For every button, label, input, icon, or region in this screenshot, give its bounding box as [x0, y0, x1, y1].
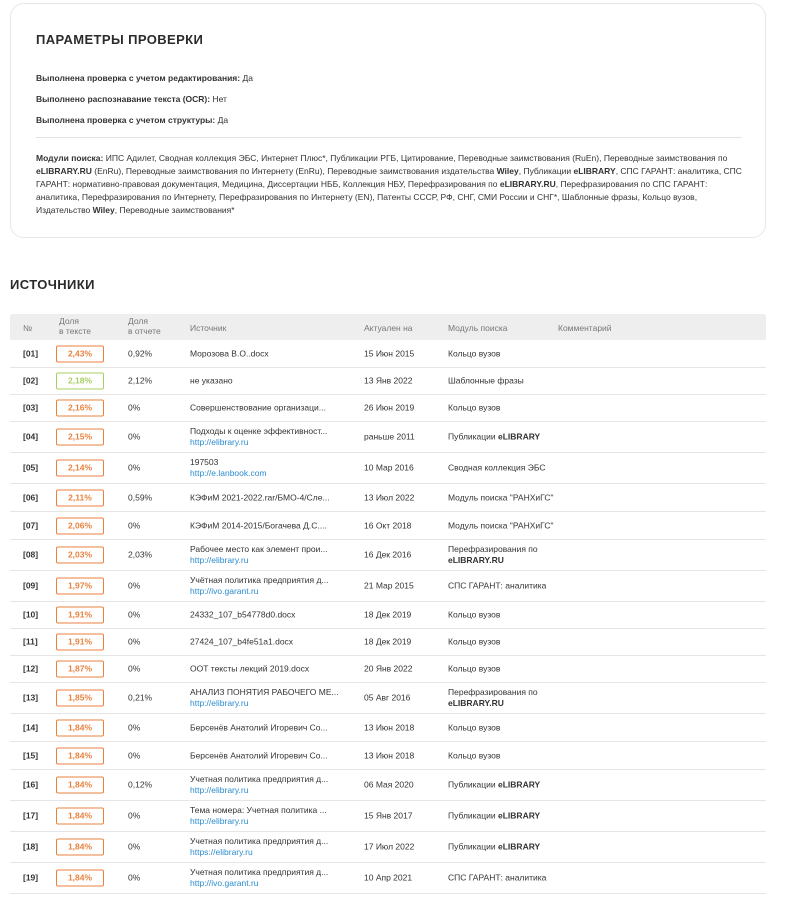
source-index: [05] — [23, 462, 39, 473]
share-badge: 2,43% — [56, 345, 104, 362]
source-index: [18] — [23, 841, 39, 852]
share-in-report: 0% — [128, 431, 141, 442]
source-index: [01] — [23, 348, 39, 358]
header-share-text-line2: в тексте — [59, 326, 91, 336]
source-title[interactable]: КЭФиМ 2014-2015/Богачева Д.С.... — [190, 520, 327, 530]
param-editing — [36, 73, 253, 83]
sources-table — [10, 314, 766, 894]
source-cell — [190, 457, 360, 479]
search-module — [448, 376, 563, 387]
search-module-text: Перефразирования по — [448, 687, 538, 697]
source-url-link[interactable]: http://ivo.garant.ru — [190, 586, 259, 596]
source-cell — [190, 426, 360, 448]
search-module-bold: eLIBRARY — [498, 841, 541, 852]
source-title[interactable]: ООТ тексты лекций 2019.docx — [190, 663, 310, 674]
modules-text-part: , Перефразирования по СПС ГАРАНТ: аналитика, Перефразирования по Интернету, Перефразирования по Интернету (EN), Патенты СССР, РФ, СНГ, СМИ России и СНГ*, Шаблонные фразы, Кольцо вузов, Издательство — [36, 179, 708, 215]
source-title[interactable]: Подходы к оценке эффективност... — [190, 426, 328, 436]
share-in-report: 2,12% — [128, 375, 153, 386]
source-cell — [190, 376, 360, 387]
share-in-report: 0,59% — [128, 492, 153, 502]
modules-text-part: , СПС ГАРАНТ: аналитика, СПС ГАРАНТ: нормативно-правовая документация, Медицина, Диссертации НББ, Коллекция НБУ, Перефразирования по — [36, 166, 742, 189]
source-index: [13] — [23, 692, 39, 703]
source-cell — [190, 664, 360, 675]
share-in-report: 0% — [128, 402, 141, 413]
search-module-text: Публикации — [448, 779, 499, 790]
actual-date: 26 Июн 2019 — [364, 402, 415, 413]
header-share-text-line1: Доля — [59, 316, 79, 326]
search-module-text: Кольцо вузов — [448, 663, 501, 674]
share-badge: 1,84% — [56, 870, 104, 887]
actual-date: 13 Июн 2018 — [364, 722, 415, 732]
share-badge: 1,84% — [56, 839, 104, 856]
source-cell — [190, 403, 360, 414]
source-index: [10] — [23, 609, 39, 620]
source-cell — [190, 774, 360, 796]
actual-date: 06 Мая 2020 — [364, 779, 414, 790]
actual-date: 18 Дек 2019 — [364, 636, 412, 647]
header-module: Модуль поиска — [448, 323, 508, 333]
share-in-report: 0% — [128, 636, 141, 647]
share-badge: 1,91% — [56, 634, 104, 651]
table-row[interactable] — [10, 656, 766, 683]
modules-text-part: (EnRu), Переводные заимствования по Интернету (EnRu), Переводные заимствования издательства — [91, 166, 497, 176]
share-in-text — [56, 429, 104, 446]
share-in-report: 0% — [128, 520, 141, 530]
source-cell — [190, 637, 360, 648]
search-modules — [36, 152, 748, 217]
share-in-report: 0% — [128, 609, 141, 620]
share-in-text — [56, 517, 104, 534]
source-index: [09] — [23, 580, 39, 591]
table-row[interactable] — [10, 801, 766, 832]
param-ocr-value: Нет — [212, 94, 227, 104]
share-in-text — [56, 373, 104, 390]
table-body — [10, 340, 766, 894]
share-in-text — [56, 808, 104, 825]
actual-date: 10 Апр 2021 — [364, 872, 413, 883]
share-badge: 2,11% — [56, 489, 104, 506]
search-module-bold: eLIBRARY — [498, 810, 541, 821]
share-badge: 1,85% — [56, 690, 104, 707]
source-url-link[interactable]: http://e.lanbook.com — [190, 468, 267, 478]
table-row[interactable] — [10, 453, 766, 484]
source-index: [15] — [23, 750, 39, 760]
search-module-text: Модуль поиска "РАНХиГС" — [448, 520, 554, 530]
share-in-text — [56, 489, 104, 506]
actual-date: 16 Дек 2016 — [364, 549, 412, 560]
search-module — [448, 581, 563, 592]
search-module — [448, 348, 563, 359]
header-share-text — [59, 316, 91, 336]
search-module-text: Сводная коллекция ЭБС — [448, 462, 546, 473]
table-row[interactable] — [10, 571, 766, 602]
share-badge: 2,18% — [56, 373, 104, 390]
header-date: Актуален на — [364, 323, 413, 333]
search-module — [448, 873, 563, 884]
share-in-text — [56, 719, 104, 736]
modules-text-part: ИПС Адилет, Сводная коллекция ЭБС, Интернет Плюс*, Публикации РГБ, Цитирование, Переводные заимствования (RuEn), Переводные заимствования по — [103, 153, 728, 163]
params-divider — [36, 137, 742, 138]
share-in-text — [56, 690, 104, 707]
search-module-text: СПС ГАРАНТ: аналитика — [448, 580, 547, 591]
header-share-report-line2: в отчете — [128, 326, 161, 336]
modules-text-part: , Публикации — [518, 166, 574, 176]
share-badge: 1,84% — [56, 808, 104, 825]
source-title[interactable]: 24332_107_b54778d0.docx — [190, 609, 296, 620]
share-in-text — [56, 777, 104, 794]
source-index: [17] — [23, 810, 39, 821]
table-row[interactable] — [10, 484, 766, 512]
actual-date: 17 Июл 2022 — [364, 841, 415, 852]
actual-date: 05 Авг 2016 — [364, 692, 411, 703]
source-url-link[interactable]: http://ivo.garant.ru — [190, 878, 259, 888]
actual-date: 18 Дек 2019 — [364, 609, 412, 620]
param-structure-value: Да — [217, 115, 229, 125]
source-cell — [190, 722, 360, 733]
actual-date: 21 Мар 2015 — [364, 580, 414, 591]
source-index: [02] — [23, 375, 39, 386]
share-in-text — [56, 345, 104, 362]
share-in-text — [56, 607, 104, 624]
source-cell — [190, 750, 360, 761]
source-cell — [190, 544, 360, 566]
search-module-text: Кольцо вузов — [448, 636, 501, 647]
search-module-bold: eLIBRARY — [498, 431, 541, 442]
share-badge: 1,97% — [56, 578, 104, 595]
search-module — [448, 687, 563, 709]
table-row[interactable] — [10, 770, 766, 801]
header-num: № — [23, 323, 33, 333]
actual-date: 13 Июл 2022 — [364, 492, 415, 502]
table-row[interactable] — [10, 742, 766, 770]
share-badge: 1,84% — [56, 777, 104, 794]
param-editing-label: Выполнена проверка с учетом редактирования: — [36, 73, 241, 83]
search-module-text: Кольцо вузов — [448, 402, 501, 413]
check-parameters-card — [10, 3, 766, 238]
share-in-text — [56, 547, 104, 564]
share-badge: 2,14% — [56, 460, 104, 477]
param-ocr — [36, 94, 227, 104]
source-title[interactable]: Совершенствование организаци... — [190, 402, 326, 413]
share-in-report: 0% — [128, 810, 141, 821]
share-in-text — [56, 634, 104, 651]
search-module-text: Публикации — [448, 810, 499, 821]
search-module — [448, 637, 563, 648]
source-title[interactable]: Учётная политика предприятия д... — [190, 575, 329, 585]
source-title[interactable]: 197503 — [190, 457, 219, 467]
source-title[interactable]: Морозова В.О..docx — [190, 348, 269, 358]
source-title[interactable]: КЭФиМ 2021-2022.rar/БМО-4/Сле... — [190, 492, 330, 502]
actual-date: раньше 2011 — [364, 431, 415, 442]
actual-date: 13 Янв 2022 — [364, 375, 413, 386]
table-row[interactable] — [10, 714, 766, 742]
share-badge: 2,15% — [56, 429, 104, 446]
search-module — [448, 780, 563, 791]
source-cell — [190, 610, 360, 621]
header-source: Источник — [190, 323, 227, 333]
source-cell — [190, 575, 360, 597]
search-module — [448, 842, 563, 853]
actual-date: 15 Июн 2015 — [364, 348, 415, 358]
source-title[interactable]: Берсенёв Анатолий Игоревич Со... — [190, 722, 328, 732]
table-header — [10, 314, 766, 340]
search-module-text: Модуль поиска "РАНХиГС" — [448, 492, 554, 502]
modules-text-part: , Переводные заимствования* — [114, 205, 235, 215]
param-ocr-label: Выполнено распознавание текста (OCR): — [36, 94, 211, 104]
source-url-link[interactable]: http://elibrary.ru — [190, 555, 249, 565]
source-url-link[interactable]: http://elibrary.ru — [190, 437, 249, 447]
modules-text — [36, 153, 742, 215]
source-cell — [190, 492, 360, 503]
source-url-link[interactable]: https://elibrary.ru — [190, 847, 253, 857]
share-in-text — [56, 747, 104, 764]
share-in-text — [56, 870, 104, 887]
source-cell — [190, 805, 360, 827]
source-title[interactable]: Рабочее место как элемент прои... — [190, 544, 328, 554]
header-share-report-line1: Доля — [128, 316, 148, 326]
header-comment: Комментарий — [558, 323, 612, 333]
param-structure — [36, 115, 228, 125]
params-title: ПАРАМЕТРЫ ПРОВЕРКИ — [36, 32, 204, 47]
share-in-text — [56, 578, 104, 595]
source-title[interactable]: Учетная политика предприятия д... — [190, 774, 329, 784]
share-badge: 1,84% — [56, 719, 104, 736]
modules-text-part: eLIBRARY — [573, 166, 616, 176]
table-row[interactable] — [10, 422, 766, 453]
source-cell — [190, 520, 360, 531]
search-module-text: СПС ГАРАНТ: аналитика — [448, 872, 547, 883]
search-module-text: Перефразирования по — [448, 544, 538, 554]
share-badge: 1,84% — [56, 747, 104, 764]
search-module — [448, 811, 563, 822]
source-index: [19] — [23, 872, 39, 883]
source-index: [14] — [23, 722, 39, 732]
search-module — [448, 544, 563, 566]
modules-text-part: eLIBRARY.RU — [36, 166, 92, 176]
table-row[interactable] — [10, 340, 766, 368]
search-module — [448, 722, 563, 733]
header-share-report — [128, 316, 161, 336]
table-row[interactable] — [10, 540, 766, 571]
search-module — [448, 432, 563, 443]
table-row[interactable] — [10, 368, 766, 395]
search-module-text: Шаблонные фразы — [448, 375, 524, 386]
source-cell — [190, 687, 360, 709]
source-title[interactable]: не указано — [190, 375, 233, 386]
search-module — [448, 610, 563, 621]
search-module-text: Кольцо вузов — [448, 750, 501, 760]
source-title[interactable]: Тема номера: Учетная политика ... — [190, 805, 327, 815]
search-module-text: Публикации — [448, 431, 499, 442]
source-title[interactable]: Берсенёв Анатолий Игоревич Со... — [190, 750, 328, 760]
share-badge: 2,03% — [56, 547, 104, 564]
share-in-text — [56, 400, 104, 417]
search-module-text: Кольцо вузов — [448, 722, 501, 732]
source-cell — [190, 867, 360, 889]
search-module-text: Кольцо вузов — [448, 609, 501, 620]
search-module-bold: eLIBRARY — [498, 779, 541, 790]
share-badge: 2,16% — [56, 400, 104, 417]
share-in-report: 2,03% — [128, 549, 153, 560]
share-in-text — [56, 839, 104, 856]
share-in-report: 0,12% — [128, 779, 153, 790]
search-module-bold: eLIBRARY.RU — [448, 698, 504, 708]
share-badge: 1,87% — [56, 661, 104, 678]
table-row[interactable] — [10, 832, 766, 863]
table-row[interactable] — [10, 512, 766, 540]
table-row[interactable] — [10, 683, 766, 714]
source-index: [12] — [23, 663, 39, 674]
table-row[interactable] — [10, 863, 766, 894]
actual-date: 15 Янв 2017 — [364, 810, 413, 821]
share-badge: 2,06% — [56, 517, 104, 534]
modules-text-part: Wiley — [496, 166, 519, 176]
source-index: [11] — [23, 636, 38, 647]
actual-date: 16 Окт 2018 — [364, 520, 412, 530]
source-url-link[interactable]: http://elibrary.ru — [190, 785, 249, 795]
source-index: [03] — [23, 402, 39, 413]
source-title[interactable]: 27424_107_b4fe51a1.docx — [190, 636, 294, 647]
modules-text-part: Wiley — [92, 205, 115, 215]
search-module-text: Кольцо вузов — [448, 348, 501, 358]
share-in-report: 0% — [128, 872, 141, 883]
share-in-report: 0% — [128, 580, 141, 591]
param-structure-label: Выполнена проверка с учетом структуры: — [36, 115, 216, 125]
modules-label: Модули поиска: — [36, 153, 104, 163]
search-module-bold: eLIBRARY.RU — [448, 555, 504, 565]
actual-date: 20 Янв 2022 — [364, 663, 413, 674]
source-index: [06] — [23, 492, 39, 502]
share-in-report: 0% — [128, 750, 141, 760]
source-index: [04] — [23, 431, 39, 442]
source-title[interactable]: Учетная политика предприятия д... — [190, 836, 329, 846]
search-module-text: Публикации — [448, 841, 499, 852]
share-in-report: 0,21% — [128, 692, 153, 703]
source-index: [16] — [23, 779, 39, 790]
sources-title: ИСТОЧНИКИ — [10, 277, 95, 292]
search-module — [448, 750, 563, 761]
share-in-report: 0,92% — [128, 348, 153, 358]
source-index: [07] — [23, 520, 39, 530]
search-module — [448, 403, 563, 414]
share-in-report: 0% — [128, 841, 141, 852]
param-editing-value: Да — [242, 73, 253, 83]
share-in-report: 0% — [128, 722, 141, 732]
source-title[interactable]: Учетная политика предприятия д... — [190, 867, 329, 877]
share-in-text — [56, 460, 104, 477]
source-cell — [190, 836, 360, 858]
actual-date: 13 Июн 2018 — [364, 750, 415, 760]
search-module — [448, 520, 563, 531]
share-in-text — [56, 661, 104, 678]
source-url-link[interactable]: http://elibrary.ru — [190, 698, 249, 708]
table-row[interactable] — [10, 602, 766, 629]
share-badge: 1,91% — [56, 607, 104, 624]
table-row[interactable] — [10, 629, 766, 656]
source-url-link[interactable]: http://elibrary.ru — [190, 816, 249, 826]
table-row[interactable] — [10, 395, 766, 422]
modules-text-part: eLIBRARY.RU — [499, 179, 556, 189]
search-module — [448, 463, 563, 474]
source-title[interactable]: АНАЛИЗ ПОНЯТИЯ РАБОЧЕГО МЕ... — [190, 687, 339, 697]
source-index: [08] — [23, 549, 39, 560]
share-in-report: 0% — [128, 663, 141, 674]
source-cell — [190, 348, 360, 359]
search-module — [448, 492, 563, 503]
share-in-report: 0% — [128, 462, 141, 473]
actual-date: 10 Мар 2016 — [364, 462, 414, 473]
search-module — [448, 664, 563, 675]
